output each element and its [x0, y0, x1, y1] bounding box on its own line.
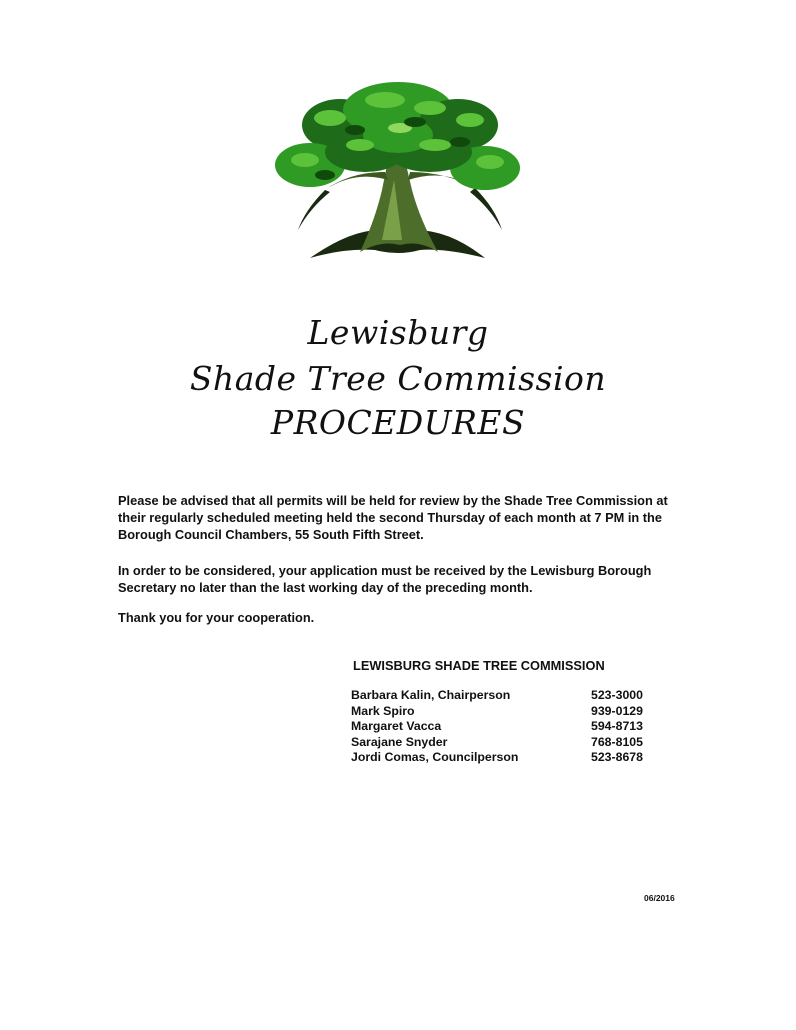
paragraph-thanks: Thank you for your cooperation. [118, 610, 315, 625]
member-phone: 939-0129 [591, 703, 643, 718]
title-line-3: PROCEDURES [270, 403, 526, 442]
member-phone: 523-8678 [591, 750, 643, 764]
member-phone: 594-8713 [591, 719, 643, 733]
member-name: Barbara Kalin, Chairperson [351, 688, 511, 702]
member-row [351, 719, 651, 735]
tree-icon [270, 80, 525, 265]
title-line-1: Lewisburg [307, 313, 489, 352]
commission-heading: LEWISBURG SHADE TREE COMMISSION [353, 658, 605, 673]
paragraph-review: Please be advised that all permits will be held for review by the Shade Tree Commission at their regularly scheduled meeting held the second Thursday of each month at 7 PM in the Borough Council Chambers, 55 South Fifth Street. [118, 493, 668, 542]
member-row [351, 750, 651, 766]
member-list [351, 688, 651, 766]
member-row [351, 735, 651, 751]
member-row [351, 688, 651, 704]
member-name: Sarajane Snyder [351, 734, 448, 749]
member-phone: 768-8105 [591, 734, 643, 749]
paragraph-deadline: In order to be considered, your application must be received by the Lewisburg Borough Secretary no later than the last working day of the preceding month. [118, 563, 652, 595]
member-name: Margaret Vacca [351, 719, 442, 733]
member-name: Jordi Comas, Councilperson [351, 750, 519, 764]
member-phone: 523-3000 [591, 688, 643, 702]
title-line-2: Shade Tree Commission [189, 359, 607, 398]
member-row [351, 704, 651, 720]
member-name: Mark Spiro [351, 703, 415, 718]
date-code: 06/2016 [644, 893, 675, 903]
